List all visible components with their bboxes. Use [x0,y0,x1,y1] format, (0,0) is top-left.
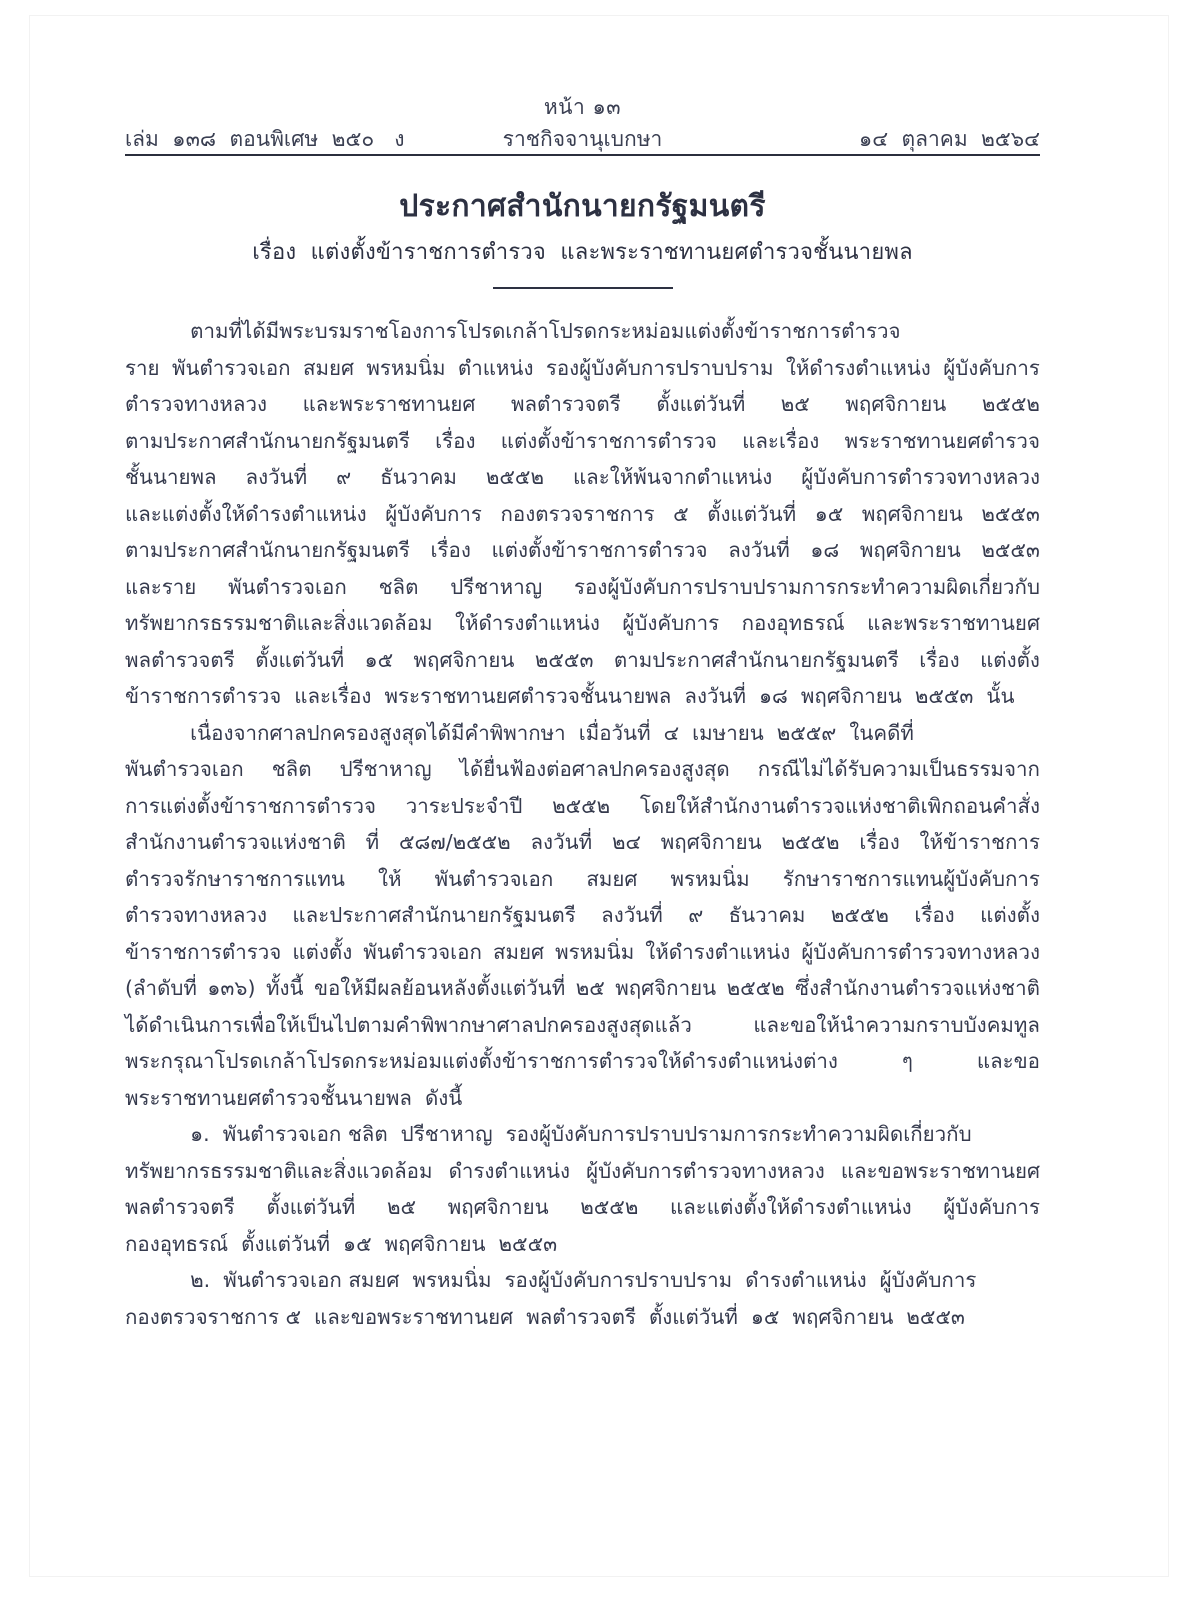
word: ลงวันที่ [728,538,790,562]
word: และให้พ้นจากตำแหน่ง [572,465,773,489]
paper-sheet [30,16,1168,1576]
word: ๒๕ [575,976,605,1000]
word: ตั้งแต่วันที่ [266,1195,356,1219]
word: เรื่อง [914,903,955,927]
word: และพระราชทานยศ [302,392,476,416]
word: และเรื่อง [742,428,820,453]
text-line: ข้าราชการตำรวจ และเรื่อง พระราชทานยศตำรวจชั้นนายพล ลงวันที่ ๑๘ พฤศจิกายน ๒๕๕๓ นั้น [125,684,1015,708]
word: ตามประกาศสำนักนายกรัฐมนตรี [125,538,410,562]
text-line: กองอุทธรณ์ ตั้งแต่วันที่ ๑๕ พฤศจิกายน ๒๕๕๓ [125,1231,558,1256]
paragraph [125,313,1040,715]
word: (ลำดับที่ [125,976,197,1000]
word: และแต่งตั้งให้ดำรงตำแหน่ง [670,1195,912,1219]
word: สมยศ [492,939,545,964]
document-body [125,313,1040,1335]
publication-date-label: ๑๔ ตุลาคม ๒๕๖๔ [858,127,1040,151]
word: ๒๕ [387,1195,417,1219]
word: และราย [125,574,197,599]
paragraph [125,715,1040,1117]
word: ๒๕๕๒ [830,903,889,927]
word: ๑๘ [810,538,840,562]
text-line: เนื่องจากศาลปกครองสูงสุดได้มีคำพิพากษา เมื่อวันที่ ๔ เมษายน ๒๕๕๙ ในคดีที่ [125,720,914,745]
word: พฤศจิกายน [861,501,963,526]
word: พฤศจิกายน [413,647,515,672]
word: พรหมนิ่ม [670,866,750,891]
word: พันตำรวจเอก [228,574,347,599]
word: ๒๕๕๒ [781,830,840,854]
text-line [125,569,1040,606]
word: ตำรวจรักษาราชการแทน [125,866,345,891]
word: ทรัพยากรธรรมชาติและสิ่งแวดล้อม [125,611,433,635]
word: ได้ยื่นฟ้องต่อศาลปกครองสูงสุด [459,757,730,781]
text-line [125,824,1040,861]
text-line: ตามที่ได้มีพระบรมราชโองการโปรดเกล้าโปรดกระหม่อมแต่งตั้งข้าราชการตำรวจ [125,319,901,343]
word: ให้ดำรงตำแหน่ง [645,939,791,964]
word: ผู้บังคับการตำรวจทางหลวง [801,939,1040,964]
word: ตั้งแต่วันที่ [255,647,345,672]
text-line: พระราชทานยศตำรวจชั้นนายพล ดังนี้ [125,1085,463,1110]
text-line: กองตรวจราชการ ๕ และขอพระราชทานยศ พลตำรวจตรี ตั้งแต่วันที่ ๑๕ พฤศจิกายน ๒๕๕๓ [125,1304,965,1329]
word: กรณีไม่ได้รับความเป็นธรรมจาก [757,757,1040,781]
word: สมยศ [302,355,355,380]
paragraph [125,1262,1040,1335]
word: ตั้งแต่วันที่ [656,392,746,416]
word: สมยศ [586,866,638,891]
text-line [125,423,1040,460]
word: ตามประกาศสำนักนายกรัฐมนตรี [613,647,899,672]
word: ๒๕๕๒ [580,1195,639,1219]
word: ตามประกาศสำนักนายกรัฐมนตรี [125,428,410,453]
running-head [125,91,1040,159]
word: และขอพระราชทานยศ [840,1158,1040,1183]
word: ๆ [901,1049,913,1073]
word: กองตรวจราชการ [500,501,655,526]
word: ซึ่งสำนักงานตำรวจแห่งชาติ [795,976,1040,1000]
word: ๑๓๖) [207,976,256,1000]
word: ตำแหน่ง [457,355,534,380]
word: ได้ดำเนินการเพื่อให้เป็นไปตามคำพิพากษาศาลปกครองสูงสุดแล้ว [125,1012,692,1037]
word: ผู้บังคับการ [622,611,720,635]
word: และแต่งตั้งให้ดำรงตำแหน่ง [125,501,367,526]
word: ๒๕๕๒ [981,392,1040,416]
word: ทรัพยากรธรรมชาติและสิ่งแวดล้อม [125,1158,433,1183]
word: ๙ [336,465,352,489]
word: ๑๕ [814,501,844,526]
word: เรื่อง [919,647,960,672]
text-line [125,496,1040,533]
word: พรหมนิ่ม [366,355,446,380]
word: เรื่อง [859,830,900,854]
text-line [125,861,1040,898]
word: ลงวันที่ [245,465,308,489]
word: ปรีชาหาญ [450,574,543,599]
word: รักษาราชการแทนผู้บังคับการ [782,866,1040,891]
word: พระราชทานยศตำรวจ [844,428,1040,453]
word: รองผู้บังคับการปราบปราม [545,355,774,380]
text-line: ๒. พันตำรวจเอก สมยศ พรหมนิ่ม รองผู้บังคับการปราบปราม ดำรงตำแหน่ง ผู้บังคับการ [125,1268,977,1292]
word: ๒๕๕๒ [552,793,611,818]
word: แต่งตั้งข้าราชการตำรวจ [500,428,717,453]
word: พันตำรวจเอก [125,757,244,781]
text-line [125,1043,1040,1080]
text-line [125,459,1040,496]
word: ตำรวจทางหลวง [125,903,267,927]
word: และขอ [976,1049,1040,1073]
word: แต่งตั้ง [292,939,353,964]
word: ธันวาคม [380,465,457,489]
word: ทั้งนี้ [265,976,304,1000]
word: พฤศจิกายน [859,538,961,562]
word: แต่งตั้ง [980,903,1040,927]
word: แต่งตั้ง [980,647,1040,672]
word: ให้ดำรงตำแหน่ง [454,611,600,635]
word: ชลิต [378,574,419,599]
word: ๒๕๕๓ [981,501,1040,526]
word: ๒๕๕๓ [534,647,594,672]
text-line [125,934,1040,971]
text-line: ๑. พันตำรวจเอก ชลิต ปรีชาหาญ รองผู้บังคับการปราบปรามการกระทำความผิดเกี่ยวกับ [125,1122,972,1146]
word: พลตำรวจตรี [125,1195,235,1219]
word: ผู้บังคับการตำรวจทางหลวง [586,1158,825,1183]
title-divider [493,287,673,289]
word: ผู้บังคับการ [943,355,1040,380]
text-line [125,642,1040,679]
text-line [125,386,1040,423]
word: ข้าราชการตำรวจ [125,939,282,964]
word: ๒๕ [780,392,810,416]
word: เรื่อง [435,428,476,453]
word: ๒๔ [611,830,641,854]
word: พันตำรวจเอก [434,866,554,891]
word: ๙ [688,903,704,927]
word: ผู้บังคับการ [943,1195,1040,1219]
text-line [125,532,1040,569]
word: ผู้บังคับการตำรวจทางหลวง [801,465,1040,489]
text-line [125,751,1040,788]
word: พรหมนิ่ม [555,939,635,964]
page-number-label: หน้า ๑๓ [543,95,622,119]
text-line [125,1153,1040,1190]
word: พลตำรวจตรี [510,392,621,416]
word: ตำรวจทางหลวง [125,392,267,416]
word: ให้ข้าราชการ [919,830,1040,854]
word: แต่งตั้งข้าราชการตำรวจ [491,538,708,562]
word: และขอให้นำความกราบบังคมทูล [753,1012,1040,1037]
text-line [125,1007,1040,1044]
word: ราย [125,355,160,380]
text-line [125,788,1040,825]
text-line [125,605,1040,642]
word: สำนักงานตำรวจแห่งชาติ [125,830,346,854]
word: กองอุทธรณ์ [741,611,845,635]
text-line [125,970,1040,1007]
word: ตั้งแต่วันที่ [707,501,797,526]
word: วาระประจำปี [405,793,523,818]
word: ๑๕ [364,647,394,672]
word: การแต่งตั้งข้าราชการตำรวจ [125,793,377,818]
document-title: ประกาศสำนักนายกรัฐมนตรี [399,189,766,224]
word: พันตำรวจเอก [363,939,482,964]
word: ให้ [378,866,402,891]
word: เรื่อง [430,538,471,562]
word: ขอให้มีผลย้อนหลังตั้งแต่วันที่ [313,976,566,1000]
word: ๒๕๕๓ [981,538,1040,562]
paragraph [125,1116,1040,1262]
word: ชั้นนายพล [125,465,217,489]
text-line [125,1189,1040,1226]
word: ดำรงตำแหน่ง [448,1158,570,1183]
word: พฤศจิกายน [615,976,717,1000]
document-subject: เรื่อง แต่งตั้งข้าราชการตำรวจ และพระราชทานยศตำรวจชั้นนายพล [252,240,913,265]
header-divider [125,154,1040,156]
word: ลงวันที่ [601,903,663,927]
word: ลงวันที่ [530,830,593,854]
word: พลตำรวจตรี [125,647,235,672]
gazette-name-label: ราชกิจจานุเบกษา [502,127,663,151]
word: และพระราชทานยศ [867,611,1040,635]
word: ๕๘๗/๒๕๕๒ [398,830,511,854]
title-block [125,187,1040,289]
volume-issue-label: เล่ม ๑๓๘ ตอนพิเศษ ๒๕๐ ง [125,127,405,151]
word: รองผู้บังคับการปราบปรามการกระทำความผิดเกี่ยวกับ [574,574,1040,599]
word: พันตำรวจเอก [171,355,291,380]
word: ที่ [365,830,380,854]
word: พฤศจิกายน [447,1195,549,1219]
word: ๕ [673,501,689,526]
word: ๒๕๕๒ [726,976,785,1000]
word: โดยให้สำนักงานตำรวจแห่งชาติเพิกถอนคำสั่ง [639,793,1040,818]
running-head-row [125,123,1040,156]
word: และประกาศสำนักนายกรัฐมนตรี [292,903,576,927]
word: ๒๕๕๒ [485,465,544,489]
word: ธันวาคม [728,903,806,927]
word: พระกรุณาโปรดเกล้าโปรดกระหม่อมแต่งตั้งข้าราชการตำรวจให้ดำรงตำแหน่งต่าง [125,1049,838,1073]
word: พฤศจิกายน [660,830,762,854]
word: ปรีชาหาญ [339,757,432,781]
word: ชลิต [271,757,312,781]
page-content [125,91,1040,1335]
word: พฤศจิกายน [845,392,947,416]
word: ให้ดำรงตำแหน่ง [785,355,931,380]
text-line [125,350,1040,387]
text-line [125,897,1040,934]
word: ผู้บังคับการ [385,501,482,526]
